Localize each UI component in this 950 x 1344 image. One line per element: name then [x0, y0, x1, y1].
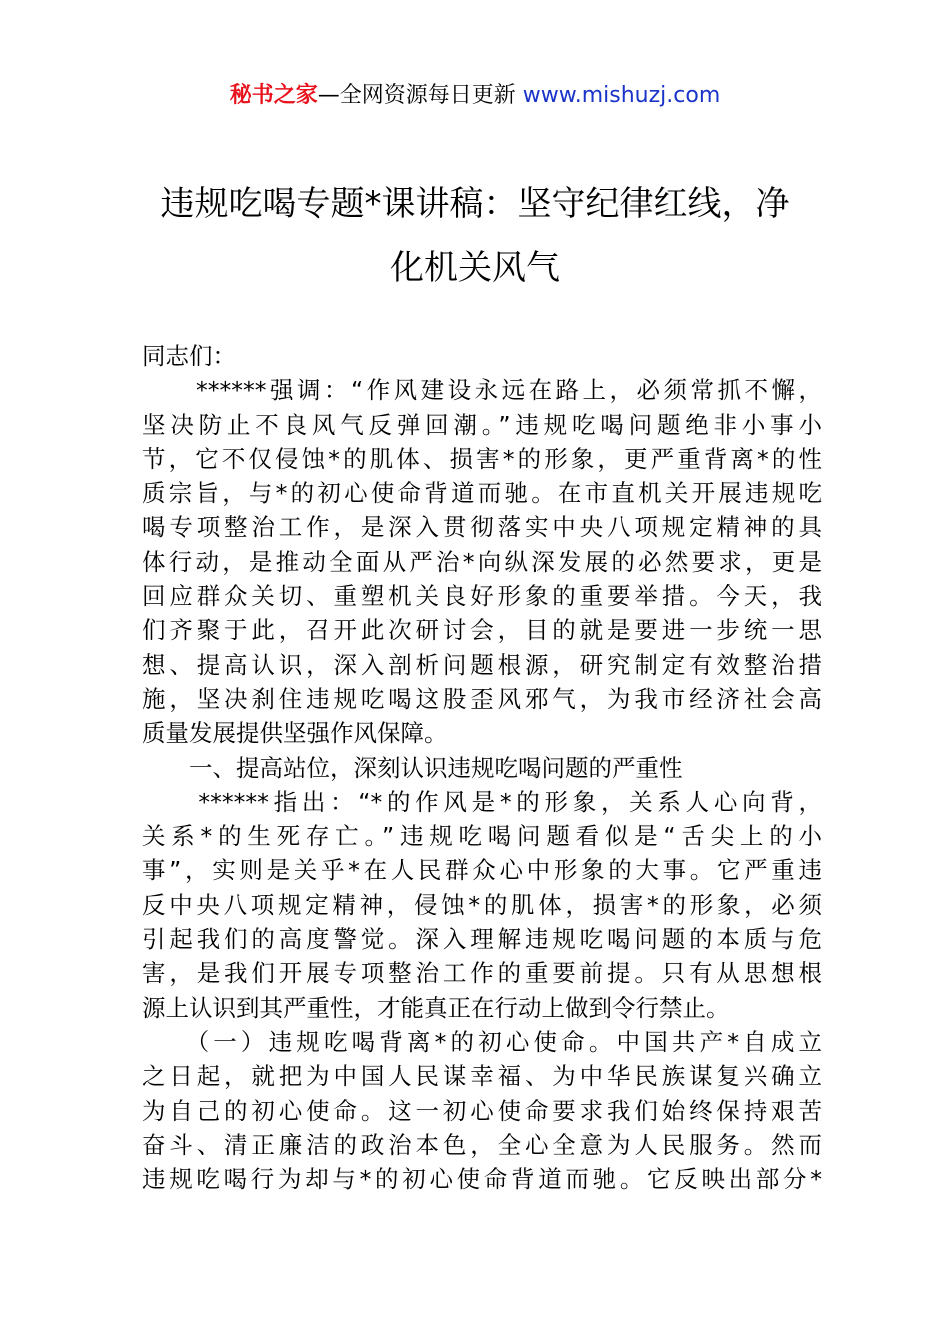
salutation: 同志们：	[142, 342, 236, 370]
body-line: 节，它不仅侵蚀*的肌体、损害*的形象，更严重背离*的性	[142, 444, 822, 473]
body-line: 源上认识到其严重性，才能真正在行动上做到令行禁止。	[142, 993, 730, 1022]
body-line: 质量发展提供坚强作风保障。	[142, 719, 448, 748]
body-line: 之日起，就把为中国人民谋幸福、为中华民族谋复兴确立	[142, 1062, 822, 1091]
title-line: 违规吃喝专题*课讲稿：坚守纪律红线，净	[160, 184, 790, 224]
body-line: 施，坚决刹住违规吃喝这股歪风邪气，为我市经济社会高	[142, 684, 822, 713]
body-line: ******强调：“作风建设永远在路上，必须常抓不懈，	[142, 376, 822, 405]
body-line: 反中央八项规定精神，侵蚀*的肌体，损害*的形象，必须	[142, 890, 822, 919]
site-url-link[interactable]: www.mishuzj.com	[522, 83, 721, 108]
body-line: 违规吃喝行为却与*的初心使命背道而驰。它反映出部分*	[142, 1165, 822, 1194]
body-line: 体行动，是推动全面从严治*向纵深发展的必然要求，更是	[142, 547, 822, 576]
body-line: ******指出：“*的作风是*的形象，关系人心向背，	[142, 787, 822, 816]
site-tagline: —全网资源每日更新	[317, 83, 523, 108]
body-line: 们齐聚于此，召开此次研讨会，目的就是要进一步统一思	[142, 616, 822, 645]
body-line: 事”，实则是关乎*在人民群众心中形象的大事。它严重违	[142, 856, 822, 885]
site-header	[0, 80, 950, 112]
document-title	[100, 172, 850, 300]
body-line: 关系*的生死存亡。”违规吃喝问题看似是“舌尖上的小	[142, 822, 822, 851]
document-body	[142, 339, 822, 1196]
section-heading: 一、提高站位，深刻认识违规吃喝问题的严重性	[142, 753, 683, 782]
body-line: （一）违规吃喝背离*的初心使命。中国共产*自成立	[142, 1027, 822, 1056]
body-line: 质宗旨，与*的初心使命背道而驰。在市直机关开展违规吃	[142, 479, 822, 508]
site-brand: 秘书之家	[229, 83, 318, 108]
body-line: 害，是我们开展专项整治工作的重要前提。只有从思想根	[142, 959, 822, 988]
title-line: 化机关风气	[390, 248, 560, 288]
body-line: 为自己的初心使命。这一初心使命要求我们始终保持艰苦	[142, 1096, 822, 1125]
body-line: 喝专项整治工作，是深入贯彻落实中央八项规定精神的具	[142, 513, 822, 542]
body-line: 奋斗、清正廉洁的政治本色，全心全意为人民服务。然而	[142, 1130, 822, 1159]
body-line: 想、提高认识，深入剖析问题根源，研究制定有效整治措	[142, 650, 822, 679]
body-line: 坚决防止不良风气反弹回潮。”违规吃喝问题绝非小事小	[142, 410, 822, 439]
body-line: 引起我们的高度警觉。深入理解违规吃喝问题的本质与危	[142, 925, 822, 954]
body-line: 回应群众关切、重塑机关良好形象的重要举措。今天，我	[142, 582, 822, 611]
